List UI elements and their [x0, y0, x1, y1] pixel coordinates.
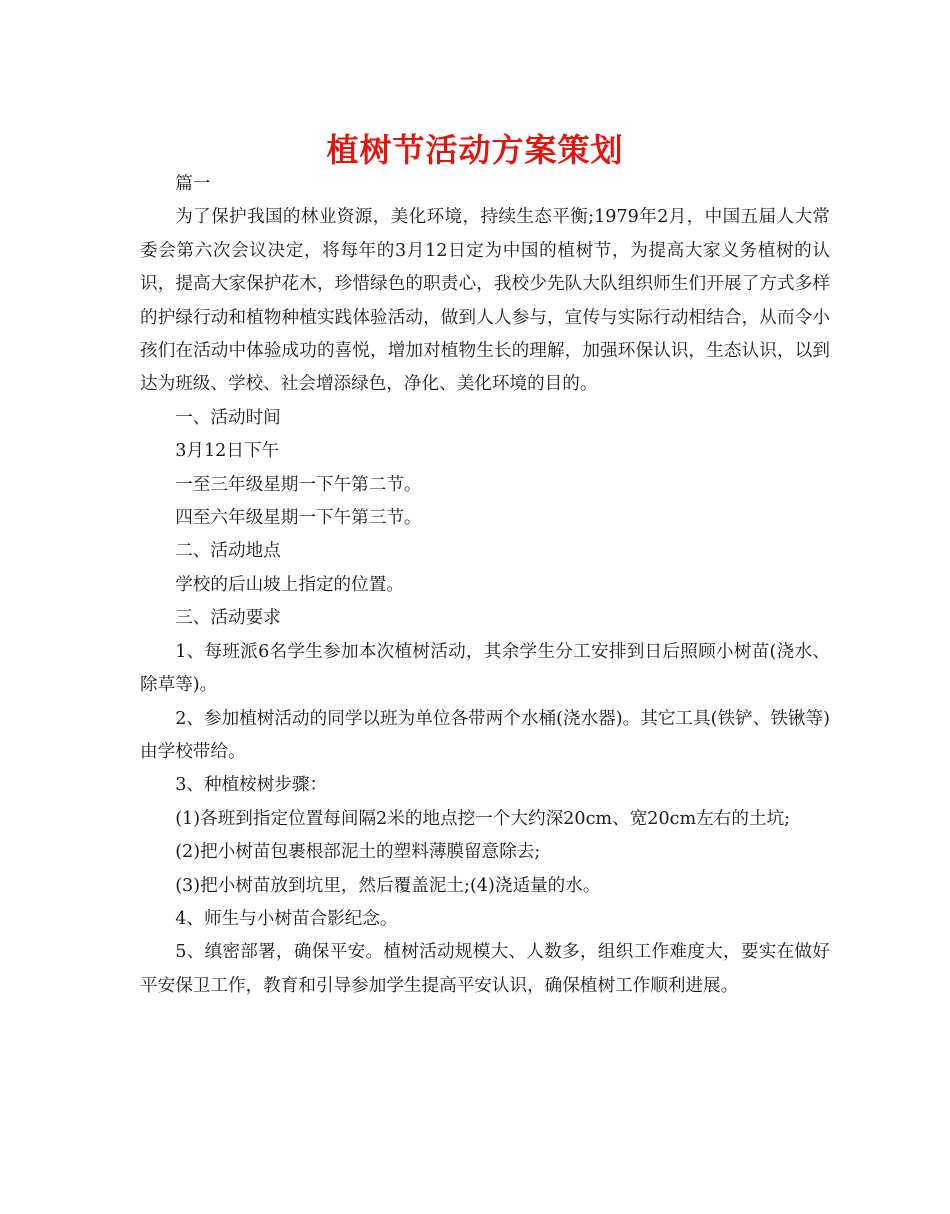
requirement-5: 5、缜密部署，确保平安。植树活动规模大、人数多，组织工作难度大，要实在做好平安保卫工作，教育和引导参加学生提高平安认识，确保植树工作顺利进展。 [140, 942, 830, 996]
intro-paragraph: 为了保护我国的林业资源，美化环境，持续生态平衡;1979年2月，中国五届人大常委会第六次会议决定，将每年的3月12日定为中国的植树节，为提高大家义务植树的认识，提高大家保护花木，珍惜绿色的职责心，我校少先队大队组织师生们开展了方式多样的护绿行动和植物种植实践体验活动，做到人人参与，宣传与实际行动相结合，从而令小孩们在活动中体验成功的喜悦，增加对植物生长的理解，加强环保认识，生态认识，以到达为班级、学校、社会增添绿色，净化、美化环境的目的。 [140, 207, 830, 395]
section-label: 篇一 [175, 174, 211, 194]
requirement-1: 1、每班派6名学生参加本次植树活动，其余学生分工安排到日后照顾小树苗(浇水、除草等)。 [140, 641, 830, 696]
step-2: (2)把小树苗包裹根部泥土的塑料薄膜留意除去; [175, 842, 541, 863]
activity-date: 3月12日下午 [175, 441, 280, 462]
activity-location: 学校的后山坡上指定的位置。 [175, 574, 404, 595]
step-3-4: (3)把小树苗放到坑里，然后覆盖泥土;(4)浇适量的水。 [175, 875, 601, 896]
heading-activity-time: 一、活动时间 [175, 407, 281, 428]
schedule-grades-4-6: 四至六年级星期一下午第三节。 [175, 508, 422, 529]
requirement-3: 3、种植桉树步骤： [175, 775, 328, 796]
step-1: (1)各班到指定位置每间隔2米的地点挖一个大约深20cm、宽20cm左右的土坑; [175, 808, 791, 829]
requirement-2: 2、参加植树活动的同学以班为单位各带两个水桶(浇水器)。其它工具(铁铲、铁锹等)由学校带给。 [140, 708, 830, 762]
document-body [140, 168, 830, 1003]
requirement-4: 4、师生与小树苗合影纪念。 [175, 908, 398, 929]
schedule-grades-1-3: 一至三年级星期一下午第二节。 [175, 474, 422, 495]
heading-activity-location: 二、活动地点 [175, 541, 281, 562]
heading-activity-requirements: 三、活动要求 [175, 608, 281, 629]
document-title: 植树节活动方案策划 [326, 131, 624, 169]
